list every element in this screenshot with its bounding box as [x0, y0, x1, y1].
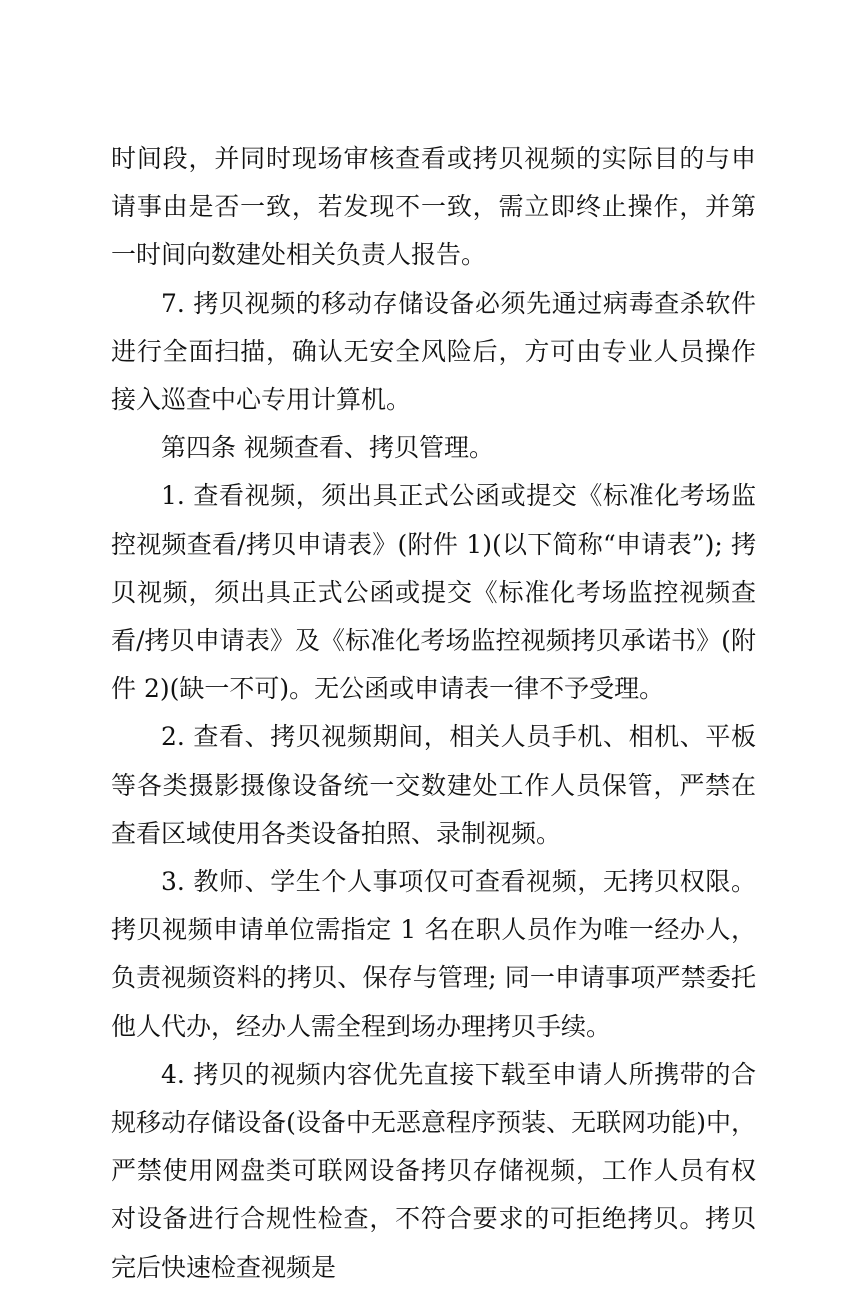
article-heading: 第四条 视频查看、拷贝管理。 [161, 433, 494, 463]
paragraph-item-4: 4. 拷贝的视频内容优先直接下载至申请人所携带的合规移动存储设备(设备中无恶意程序预装、无联网功能)中，严禁使用网盘类可联网设备拷贝存储视频，工作人员有权对设备进行合规性检查，不符合要求的可拒绝拷贝。拷贝完后快速检查视频是 [111, 1059, 756, 1282]
paragraph-continuation: 时间段，并同时现场审核查看或拷贝视频的实际目的与申请事由是否一致，若发现不一致，需立即终止操作，并第一时间向数建处相关负责人报告。 [111, 144, 756, 270]
document-body [111, 135, 756, 1292]
paragraph-item-3: 3. 教师、学生个人事项仅可查看视频，无拷贝权限。拷贝视频申请单位需指定 1 名在职人员作为唯一经办人，负责视频资料的拷贝、保存与管理; 同一申请事项严禁委托他人代办，经办人需全程到场办理拷贝手续。 [111, 867, 756, 1041]
paragraph-item-7: 7. 拷贝视频的移动存储设备必须先通过病毒查杀软件进行全面扫描，确认无安全风险后，方可由专业人员操作接入巡查中心专用计算机。 [111, 288, 756, 415]
paragraph-item-1: 1. 查看视频，须出具正式公函或提交《标准化考场监控视频查看/拷贝申请表》(附件 1)(以下简称“申请表”); 拷贝视频，须出具正式公函或提交《标准化考场监控视频查看/拷贝申请表》及《标准化考场监控视频拷贝承诺书》(附件 2)(缺一不可)。无公函或申请表一律不予受理。 [111, 481, 756, 704]
paragraph-item-2: 2. 查看、拷贝视频期间，相关人员手机、相机、平板等各类摄影摄像设备统一交数建处工作人员保管，严禁在查看区域使用各类设备拍照、录制视频。 [111, 722, 756, 848]
